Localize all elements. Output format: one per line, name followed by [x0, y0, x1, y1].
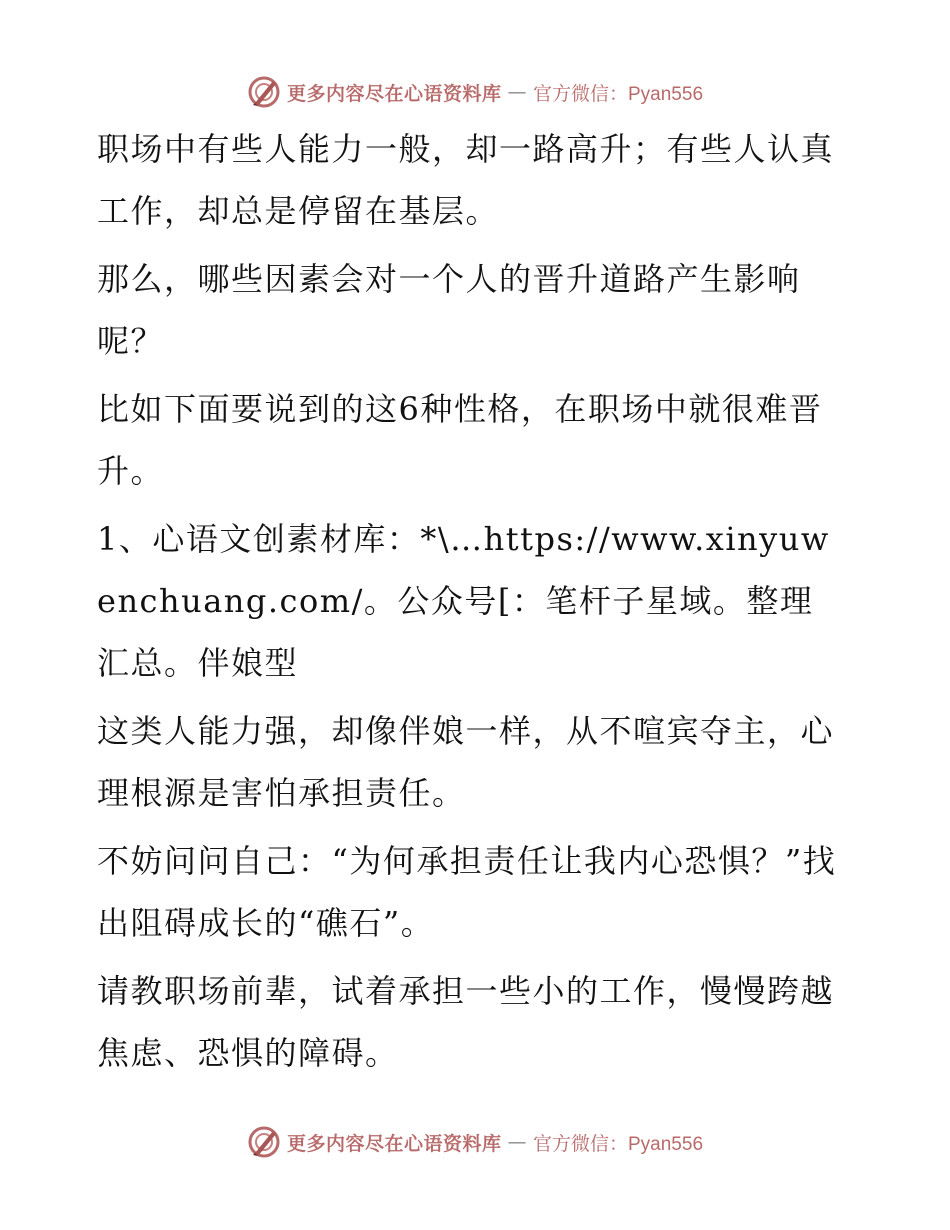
- document-body: [97, 118, 837, 1090]
- pen-logo-icon: [247, 75, 281, 109]
- watermark-brand: 更多内容尽在心语资料库: [286, 82, 502, 105]
- watermark-separator: —: [507, 1131, 527, 1153]
- paragraph-advice: 请教职场前辈，试着承担一些小的工作，慢慢跨越焦虑、恐惧的障碍。: [97, 972, 835, 1072]
- watermark-contact: 官方微信：Pyan556: [533, 1133, 704, 1155]
- watermark-brand: 更多内容尽在心语资料库: [286, 1132, 502, 1155]
- paragraph-description: 这类人能力强，却像伴娘一样，从不喧宾夺主，心理根源是害怕承担责任。: [97, 712, 835, 812]
- paragraph-intro: 职场中有些人能力一般，却一路高升；有些人认真工作，却总是停留在基层。: [97, 130, 835, 230]
- paragraph-six-traits: 比如下面要说到的这6种性格，在职场中就很难晋升。: [97, 390, 823, 490]
- paragraph-question: 那么，哪些因素会对一个人的晋升道路产生影响呢？: [97, 260, 801, 360]
- footer-watermark: [0, 1122, 950, 1162]
- header-watermark: [0, 72, 950, 112]
- pen-logo-icon: [247, 1125, 281, 1159]
- watermark-separator: —: [507, 81, 527, 103]
- paragraph-heading-1: 1、心语文创素材库：*\…https://www.xinyuwenchuang.com/。公众号[：笔杆子星域。整理汇总。伴娘型: [97, 520, 830, 682]
- watermark-contact: 官方微信：Pyan556: [533, 83, 704, 105]
- paragraph-self-question: 不妨问问自己：“为何承担责任让我内心恐惧？”找出阻碍成长的“礁石”。: [97, 842, 837, 942]
